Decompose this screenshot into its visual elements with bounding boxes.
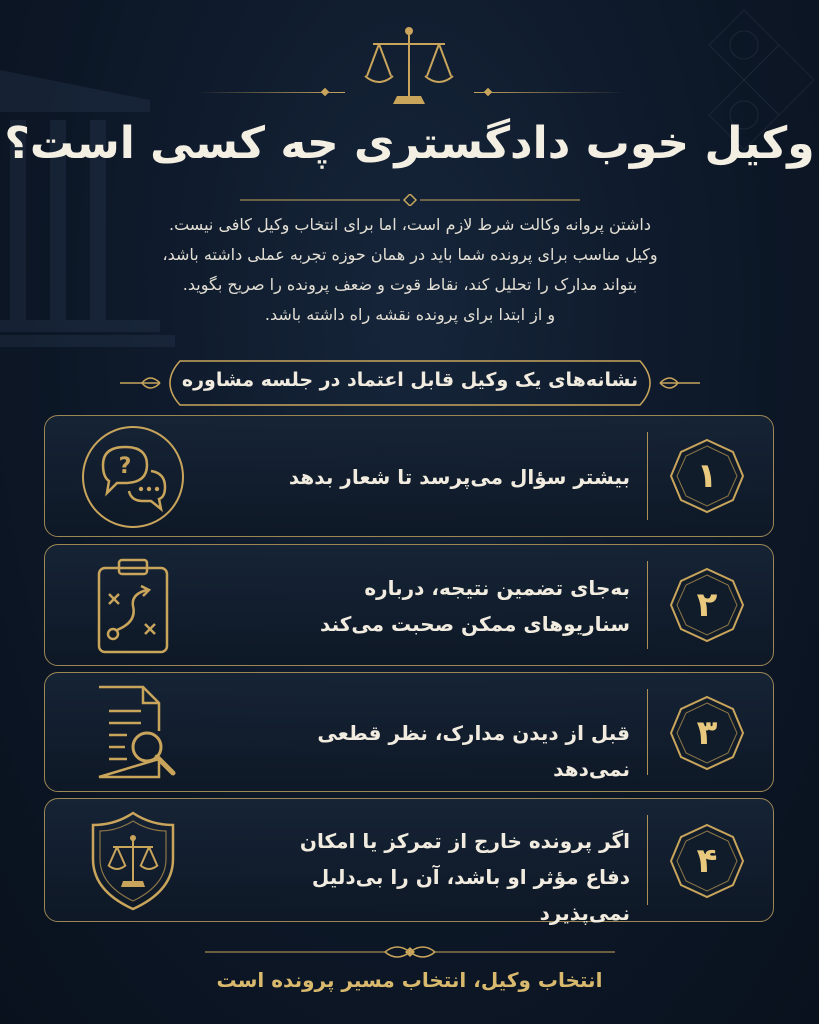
number-label-3: ۳: [696, 713, 718, 753]
card-divider: [647, 815, 648, 905]
card-divider: [647, 689, 648, 775]
page-title: وکیل خوب دادگستری چه کسی است؟: [4, 118, 815, 169]
shield-scales-icon: [81, 809, 185, 913]
intro-line-1: داشتن پروانه وکالت شرط لازم است، اما برای انتخاب وکیل کافی نیست.: [169, 215, 651, 234]
criteria-text-1: بیشتر سؤال می‌پرسد تا شعار بدهد: [288, 465, 630, 489]
intro-line-2: وکیل مناسب برای پرونده شما باید در همان حوزه تجربه عملی داشته باشد،: [162, 245, 658, 264]
top-right-rule: [474, 92, 624, 93]
number-badge-4: [669, 823, 745, 899]
card-divider: [647, 561, 648, 649]
criteria-card-3: [44, 672, 774, 792]
document-search-icon: [81, 681, 185, 785]
strategy-clipboard-icon: [81, 554, 185, 658]
number-label-2: ۲: [696, 585, 718, 625]
card-divider: [647, 432, 648, 520]
intro-paragraph: [90, 210, 730, 330]
top-right-diamond: [484, 88, 492, 96]
scales-of-justice-icon: [359, 24, 459, 108]
section-title: نشانه‌های یک وکیل قابل اعتماد در جلسه مشاوره: [181, 369, 639, 391]
bottom-ornament: [205, 942, 615, 962]
number-badge-3: [669, 695, 745, 771]
criteria-text-4: اگر پرونده خارج از تمرکز یا امکان دفاع مؤثر او باشد، آن را بی‌دلیل نمی‌پذیرد: [299, 829, 630, 925]
footer-tagline: انتخاب وکیل، انتخاب مسیر پرونده است: [216, 968, 603, 992]
intro-line-4: و از ابتدا برای پرونده نقشه راه داشته باشد.: [264, 305, 556, 324]
number-label-4: ۴: [696, 841, 718, 881]
criteria-text-3: قبل از دیدن مدارک، نظر قطعی نمی‌دهد: [317, 721, 630, 781]
criteria-text-2: به‌جای تضمین نتیجه، درباره سناریوهای ممکن صحبت می‌کند: [320, 576, 630, 636]
question-chat-icon: [81, 425, 185, 529]
number-badge-1: [669, 438, 745, 514]
criteria-card-1: [44, 415, 774, 537]
criteria-card-2: [44, 544, 774, 666]
number-badge-2: [669, 567, 745, 643]
criteria-card-4: [44, 798, 774, 925]
geometric-pattern-decoration: [669, 0, 819, 200]
top-left-diamond: [321, 88, 329, 96]
number-label-1: ۱: [696, 456, 718, 496]
svg-text:?: ?: [118, 454, 132, 479]
title-divider: [240, 194, 580, 206]
intro-line-3: بتواند مدارک را تحلیل کند، نقاط قوت و ضعف پرونده را صریح بگوید.: [182, 275, 638, 294]
section-banner: [120, 355, 700, 411]
